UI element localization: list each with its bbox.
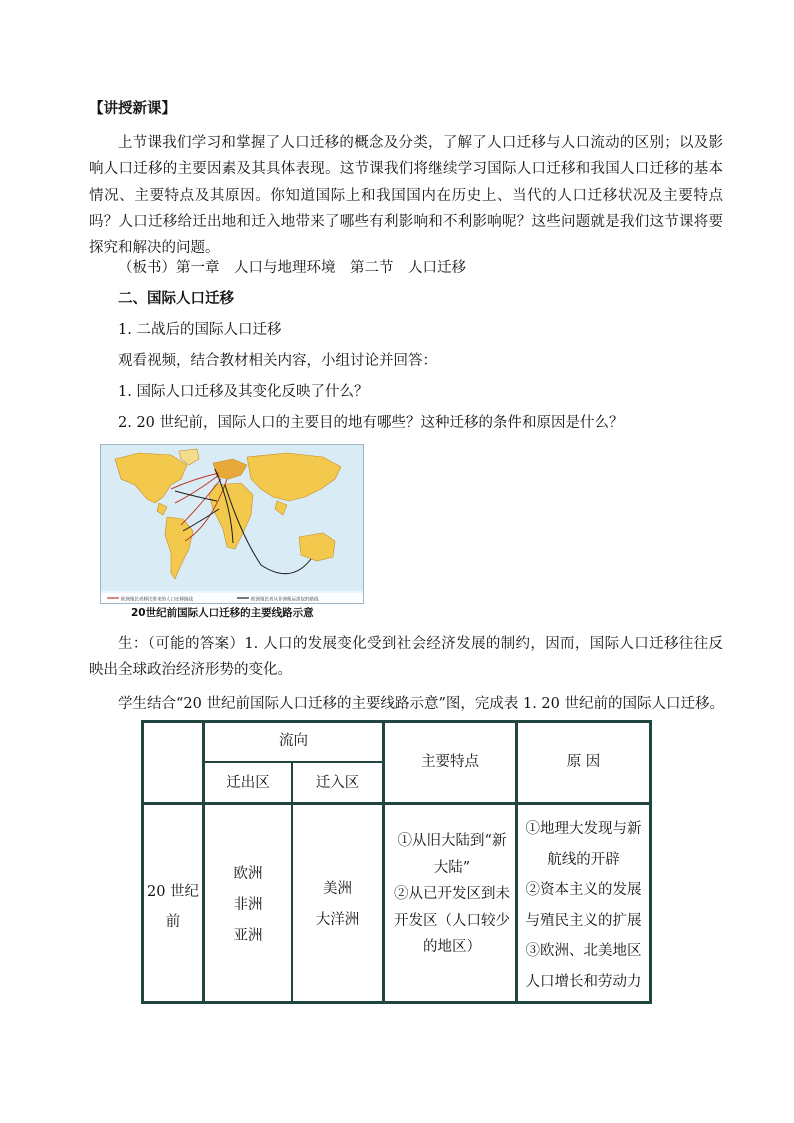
reasons: ①地理大发现与新 航线的开辟 ②资本主义的发展 与殖民主义的扩展 ③欧洲、北美地区 人口增长和劳动力	[525, 821, 642, 990]
table-intro: 学生结合“20 世纪前国际人口迁移的主要线路示意”图，完成表 1. 20 世纪前的国际人口迁移。	[118, 696, 724, 712]
migration-route-map	[100, 444, 364, 604]
header-out-region: 迁出区	[226, 775, 270, 791]
header-in-region: 迁入区	[315, 775, 360, 791]
intro-paragraph: 上节课我们学习和掌握了人口迁移的概念及分类，了解了人口迁移与人口流动的区别；以及影响人口迁移的主要因素及其具体表现。这节课我们将继续学习国际人口迁移和我国人口迁移的基本情况、主要特点及其原因。你知道国际上和我国国内在历史上、当代的人口迁移状况及主要特点吗？人口迁移给迁出地和迁入地带来了哪些有利影响和不利影响呢？这些问题就是我们这节课将要探究和解决的问题。	[89, 135, 723, 257]
main-features: ①从旧大陆到“新 大陆” ②从已开发区到未 开发区（人口较少 的地区）	[394, 833, 510, 955]
map-legend-1: 欧洲殖民者移民带来的人口迁移路线	[121, 597, 193, 603]
subheading-postwar-migration: 1. 二战后的国际人口迁移	[118, 322, 282, 338]
section-title: 【讲授新课】	[89, 101, 176, 117]
answer-paragraph: 生：（可能的答案）1. 人口的发展变化受到社会经济发展的制约，因而，国际人口迁移往往反映出全球政治经济形势的变化。	[89, 636, 723, 679]
discussion-instruction: 观看视频，结合教材相关内容，小组讨论并回答：	[118, 353, 437, 369]
header-features: 主要特点	[421, 754, 479, 770]
question-2: 2. 20 世纪前，国际人口的主要目的地有哪些？这种迁移的条件和原因是什么？	[118, 415, 624, 431]
header-flow: 流向	[279, 733, 308, 749]
migration-table	[141, 720, 652, 1004]
map-caption: 20世纪前国际人口迁移的主要线路示意	[131, 607, 314, 619]
out-regions: 欧洲 非洲 亚洲	[233, 866, 263, 944]
in-regions: 美洲 大洋洲	[315, 881, 360, 928]
heading-international-migration: 二、国际人口迁移	[118, 291, 234, 307]
question-1: 1. 国际人口迁移及其变化反映了什么？	[118, 384, 369, 400]
header-reasons: 原 因	[566, 754, 601, 770]
row-period: 20 世纪 前	[146, 884, 200, 930]
map-legend-2: 欧洲殖民者从非洲贩运黑奴的路线	[251, 597, 319, 603]
board-note: （板书）第一章 人口与地理环境 第二节 人口迁移	[118, 260, 466, 276]
world-map-figure	[101, 445, 363, 603]
